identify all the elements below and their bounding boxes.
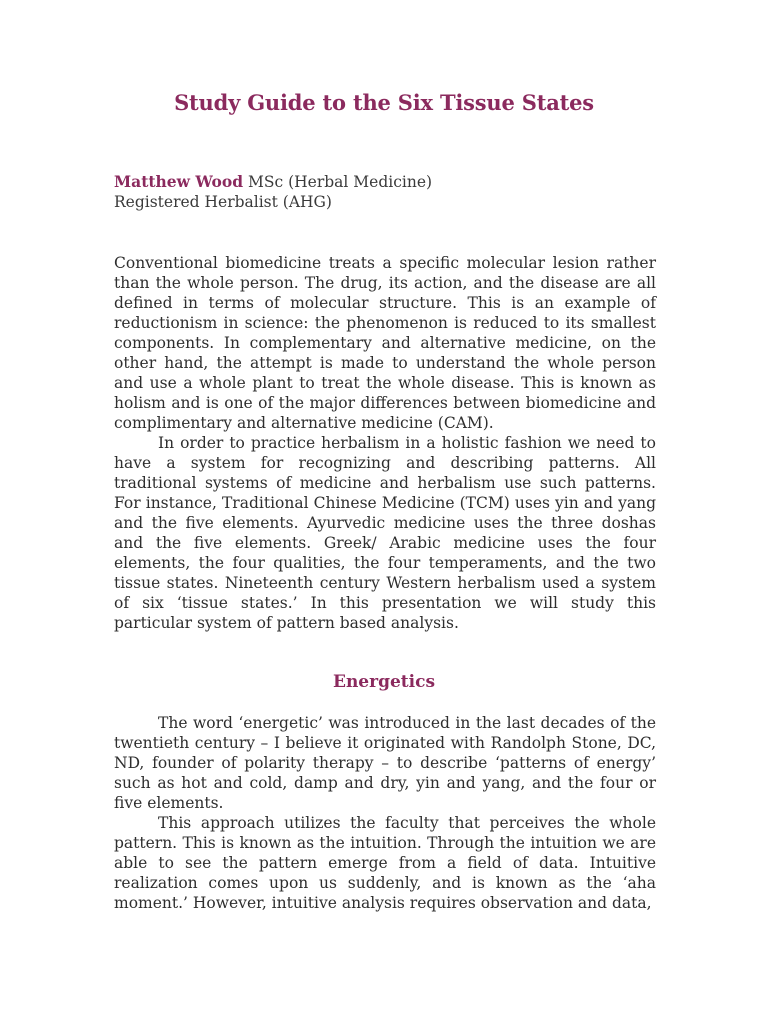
intro-paragraph-1: Conventional biomedicine treats a specific molecular lesion rather than the whole person. The drug, its action, and the disease are all defined in terms of molecular structure. This is an example of reductionism in science: the phenomenon is reduced to its smallest components. In complementary and alternative medicine, on the other hand, the attempt is made to understand the whole person and use a whole plant to treat the whole disease. This is known as holism and is one of the major differences between biomedicine and complimentary and alternative medicine (CAM).	[114, 254, 656, 432]
intro-paragraph-2: In order to practice herbalism in a holistic fashion we need to have a system for recognizing and describing patterns. All traditional systems of medicine and herbalism use such patterns. For instance, Traditional Chinese Medicine (TCM) uses yin and yang and the five elements. Ayurvedic medicine uses the three doshas and the five elements. Greek/ Arabic medicine uses the four elements, the four qualities, the four temperaments, and the two tissue states. Nineteenth century Western herbalism used a system of six ‘tissue states.’ In this presentation we will study this particular system of pattern based analysis.	[114, 434, 656, 632]
author-name: Matthew Wood	[114, 172, 244, 191]
author-line	[114, 172, 432, 192]
document-title: Study Guide to the Six Tissue States	[174, 90, 594, 115]
energetics-paragraph-2: This approach utilizes the faculty that perceives the whole pattern. This is known as the intuition. Through the intuition we are able to see the pattern emerge from a field of data. Intuitive realization comes upon us suddenly, and is known as the ‘aha moment.’ However, intuitive analysis requires observation and data,	[114, 814, 656, 912]
author-credential: Registered Herbalist (AHG)	[114, 193, 332, 211]
energetics-paragraph-1: The word ‘energetic’ was introduced in the last decades of the twentieth century – I believe it originated with Randolph Stone, DC, ND, founder of polarity therapy – to describe ‘patterns of energy’ such as hot and cold, damp and dry, yin and yang, and the four or five elements.	[114, 714, 656, 812]
author-block	[114, 172, 432, 212]
section-heading-energetics: Energetics	[332, 672, 436, 692]
intro-section	[114, 253, 656, 633]
energetics-section	[114, 713, 656, 913]
author-degree: MSc (Herbal Medicine)	[243, 173, 433, 191]
